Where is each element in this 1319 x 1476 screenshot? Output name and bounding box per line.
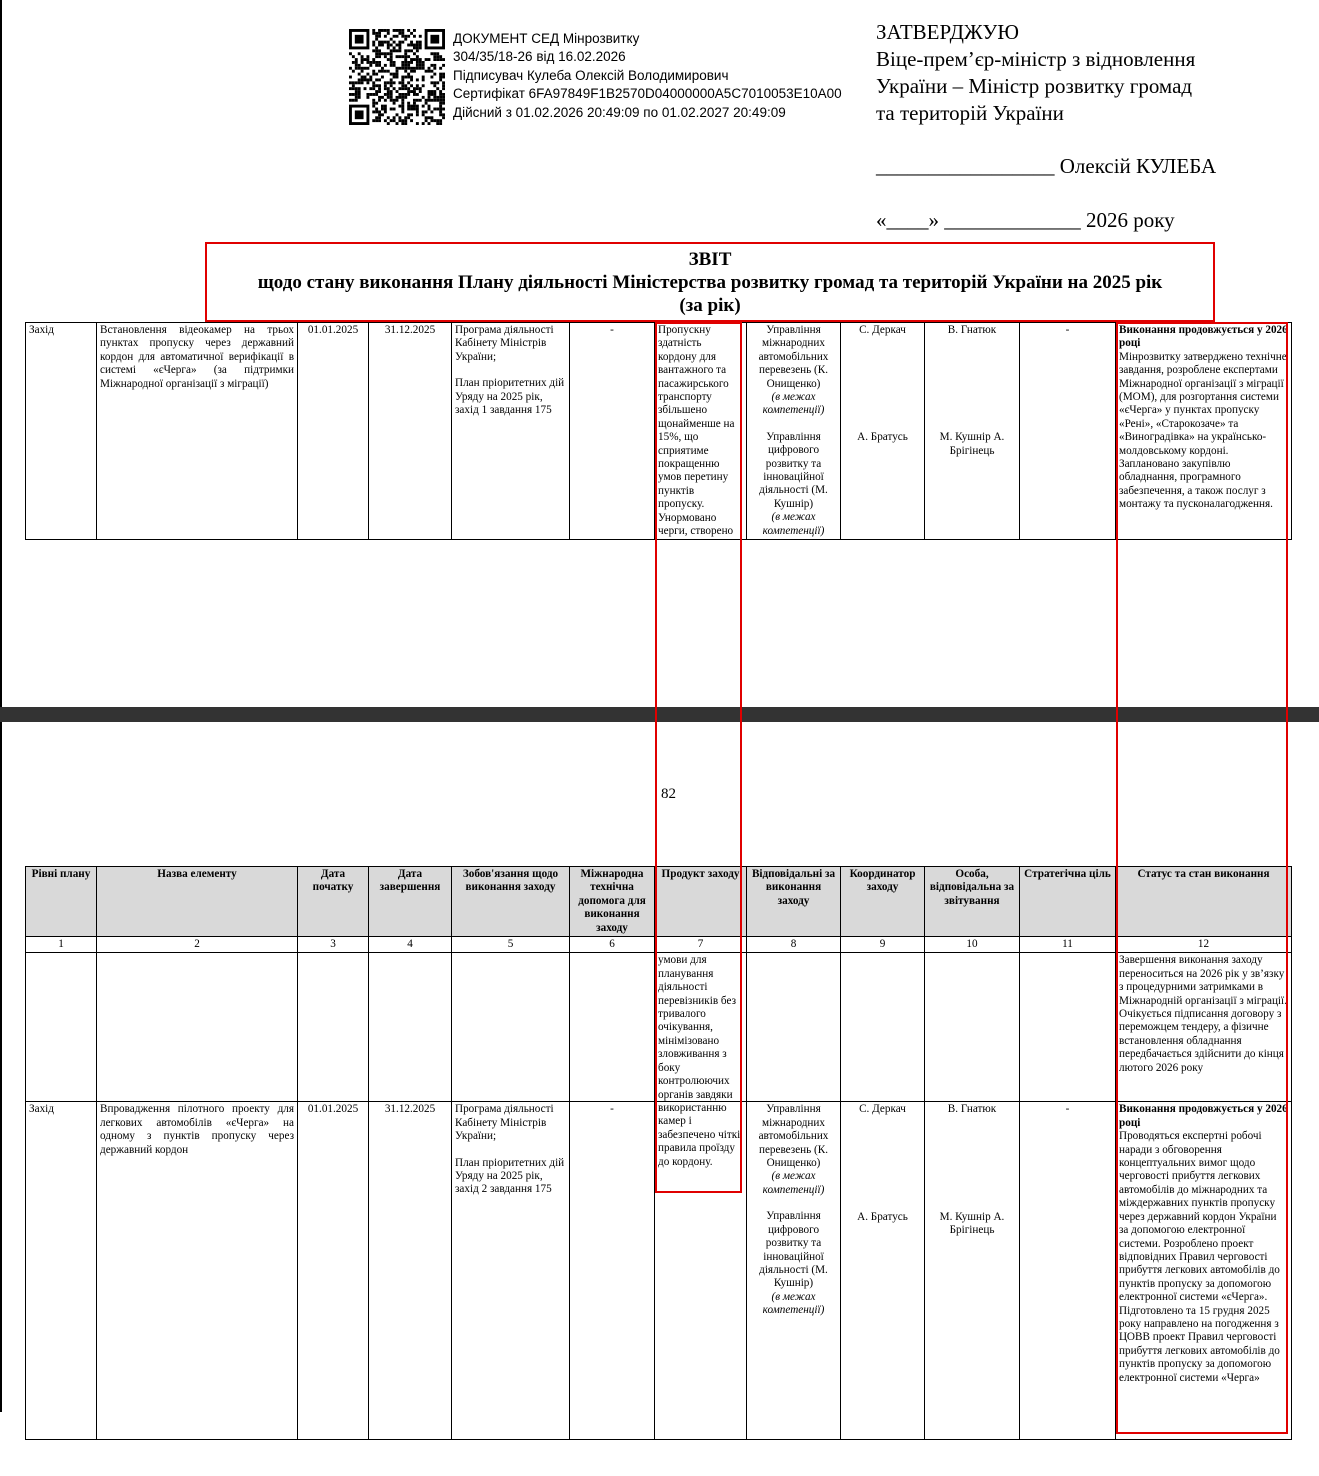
cell-goal: - xyxy=(1020,1102,1116,1440)
cell-level xyxy=(26,953,97,1102)
responsible-1-note: (в межах компетенції) xyxy=(762,1170,825,1196)
cell-responsible xyxy=(747,953,841,1102)
status-text: Мінрозвитку затверджено технічне завдання, розроблене експертами Міжнародної організації з міграції (МОМ), для розгортання системи «єЧерга» у пунктах пропуску «Рені», «Старокозаче» та «Виноградівка» на українсько-молдовському кордоні. Заплановано закупівлю обладнання, програмного забезпечення, а також послуг з монтажу та пусконалагодження. xyxy=(1119,350,1287,511)
cell-end: 31.12.2025 xyxy=(369,323,452,540)
reporter-1: В. Гнатюк xyxy=(947,1103,997,1116)
approval-signature: _________________ Олексій КУЛЕБА xyxy=(876,154,1217,178)
table-row xyxy=(26,953,1292,1102)
header-cell: Продукт заходу xyxy=(655,867,747,937)
reporter-2: М. Кушнір А. Брігінець xyxy=(939,1210,1005,1237)
page-edge-top xyxy=(0,0,2,707)
approval-position-2: України – Міністр розвитку громад xyxy=(876,74,1193,98)
reporter-1: В. Гнатюк xyxy=(947,324,997,336)
column-number: 12 xyxy=(1116,937,1292,953)
cell-commitment xyxy=(452,953,570,1102)
cell-reporter xyxy=(925,953,1020,1102)
page-edge-bottom xyxy=(0,722,2,1412)
status-wrap xyxy=(1119,1103,1288,1437)
cell-product xyxy=(655,323,747,540)
stamp-line-5: Дійсний з 01.02.2026 20:49:09 по 01.02.2027 20:49:09 xyxy=(453,105,786,120)
coordinator-1: С. Деркач xyxy=(859,324,906,336)
column-number: 4 xyxy=(369,937,452,953)
cell-goal: - xyxy=(1020,323,1116,540)
cell-start: 01.01.2025 xyxy=(298,323,369,540)
table-header-row xyxy=(26,867,1292,937)
cell-coordinator xyxy=(841,1102,925,1440)
page-separator xyxy=(0,707,1319,722)
header-cell: Особа, відповідальна за звітування xyxy=(925,867,1020,937)
commitment-a: Програма діяльності Кабінету Міністрів України; xyxy=(455,324,554,363)
approval-position-1: Віце-прем’єр-міністр з відновлення xyxy=(876,47,1196,71)
responsible-1: Управління міжнародних автомобільних перевезень (К. Онищенко) xyxy=(758,1103,829,1170)
cell-name: Впровадження пілотного проекту для легкових автомобілів «єЧерга» на одному з пунктів пропуску через державний кордон xyxy=(97,1102,298,1440)
reporter-2: М. Кушнір А. Брігінець xyxy=(939,431,1005,457)
header-cell: Стратегічна ціль xyxy=(1020,867,1116,937)
approval-date: «____» _____________ 2026 року xyxy=(876,208,1175,232)
stamp-line-3: Підписувач Кулеба Олексій Володимирович xyxy=(453,68,729,83)
responsible-2: Управління цифрового розвитку та інноваційної діяльності (М. Кушнір) xyxy=(759,1210,828,1290)
cell-aid: - xyxy=(570,323,655,540)
column-number: 7 xyxy=(655,937,747,953)
title-line-1: ЗВІТ xyxy=(688,249,732,270)
cell-goal xyxy=(1020,953,1116,1102)
cell-status xyxy=(1116,323,1292,540)
cell-product xyxy=(655,953,747,1168)
header-cell: Зобов'язання щодо виконання заходу xyxy=(452,867,570,937)
cell-commitment xyxy=(452,323,570,540)
status-text: Проводяться експертні робочі наради з обговорення концептуальних вимог щодо черговості прибуття легкових автомобілів до міжнародних та міждержавних пунктів пропуску через державний кордон України за допомогою електронної системи. Розроблено проект відповідних Правил черговості прибуття легкових автомобілів до пунктів пропуску за допомогою електронної системи «єЧерга». Підготовлено та 15 грудня 2025 року направлено на погодження з ЦОВВ проект Правил черговості прибуття легкових автомобілів до пунктів пропуску за допомогою електронної системи «Черга» xyxy=(1119,1130,1280,1384)
header-cell: Міжнародна технічна допомога для виконання заходу xyxy=(570,867,655,937)
column-number: 6 xyxy=(570,937,655,953)
column-number: 5 xyxy=(452,937,570,953)
header-cell: Дата початку xyxy=(298,867,369,937)
product-text: Пропускну здатність кордону для вантажного та пасажирського транспорту збільшено щонайменше на 15%, що сприятиме покращенню умов перетину пунктів пропуску. Унормовано черги, створено xyxy=(658,324,735,538)
cell-start xyxy=(298,953,369,1102)
column-number: 11 xyxy=(1020,937,1116,953)
cell-name xyxy=(97,953,298,1102)
responsible-2-note: (в межах компетенції) xyxy=(762,511,825,537)
header-cell: Дата завершення xyxy=(369,867,452,937)
cell-end xyxy=(369,953,452,1102)
header-cell: Відповідальні за виконання заходу xyxy=(747,867,841,937)
cell-coordinator xyxy=(841,323,925,540)
column-number: 3 xyxy=(298,937,369,953)
responsible-1: Управління міжнародних автомобільних перевезень (К. Онищенко) xyxy=(758,324,829,390)
cell-aid xyxy=(570,953,655,1102)
cell-responsible xyxy=(747,1102,841,1440)
cell-status: Завершення виконання заходу переноситься на 2026 рік у зв’язку з процедурними затримками в Міжнародній організації з міграції. Очікується підписання договору з переможцем тендеру, а фізичне встановлення обладнання передбачається здійснити до кінця лютого 2026 року xyxy=(1116,953,1292,1102)
cell-reporter xyxy=(925,323,1020,540)
commitment-a: Програма діяльності Кабінету Міністрів України; xyxy=(455,1103,554,1143)
stamp-line-2: 304/35/18-26 від 16.02.2026 xyxy=(453,49,626,64)
coordinator-2: А. Братусь xyxy=(857,1210,908,1223)
product-text-continued: умови для планування діяльності перевізників без тривалого очікування, мінімізовано зловживання з боку контролюючих органів завдяки використанню камер і забезпечено чіткі правила проїзду до кордону. xyxy=(658,954,741,1168)
header-cell: Рівні плану xyxy=(26,867,97,937)
coordinator-2: А. Братусь xyxy=(857,431,908,444)
header-cell: Координатор заходу xyxy=(841,867,925,937)
responsible-2-note: (в межах компетенції) xyxy=(762,1290,825,1317)
approval-position-3: та територій України xyxy=(876,101,1064,125)
column-number-row xyxy=(26,937,1292,953)
title-line-3: (за рік) xyxy=(679,295,741,316)
header-cell: Статус та стан виконання xyxy=(1116,867,1292,937)
cell-start: 01.01.2025 xyxy=(298,1102,369,1440)
plan-table-bottom xyxy=(25,866,1292,1440)
table-row xyxy=(26,323,1292,540)
cell-responsible xyxy=(747,323,841,540)
column-number: 1 xyxy=(26,937,97,953)
cell-reporter xyxy=(925,1102,1020,1440)
cell-commitment xyxy=(452,1102,570,1440)
title-line-2: щодо стану виконання Плану діяльності Міністерства розвитку громад та територій України на 2025 рік xyxy=(257,272,1163,293)
column-number: 8 xyxy=(747,937,841,953)
column-number: 10 xyxy=(925,937,1020,953)
commitment-b: План пріоритетних дій Уряду на 2025 рік, захід 1 завдання 175 xyxy=(455,377,565,417)
approval-heading: ЗАТВЕРДЖУЮ xyxy=(876,20,1019,44)
status-title: Виконання продовжується у 2026 році xyxy=(1119,324,1288,350)
cell-status xyxy=(1116,1102,1292,1440)
commitment-b: План пріоритетних дій Уряду на 2025 рік, захід 2 завдання 175 xyxy=(455,1156,565,1196)
stamp-line-4: Сертифікат 6FA97849F1B2570D04000000A5C7010053E10A00 xyxy=(453,86,842,101)
column-number: 2 xyxy=(97,937,298,953)
cell-aid: - xyxy=(570,1102,655,1440)
responsible-1-note: (в межах компетенції) xyxy=(762,391,825,417)
cell-level: Захід xyxy=(26,1102,97,1440)
status-title: Виконання продовжується у 2026 році xyxy=(1119,1103,1288,1129)
header-cell: Назва елементу xyxy=(97,867,298,937)
page-number: 82 xyxy=(661,786,676,802)
coordinator-1: С. Деркач xyxy=(859,1103,906,1116)
qr-code-icon xyxy=(349,29,445,125)
cell-end: 31.12.2025 xyxy=(369,1102,452,1440)
cell-name: Встановлення відеокамер на трьох пунктах пропуску через державний кордон для автоматичної верифікації в системі «єЧерга» (за підтримки Міжнародної організації з міграції) xyxy=(97,323,298,540)
responsible-2: Управління цифрового розвитку та інноваційної діяльності (М. Кушнір) xyxy=(759,430,828,510)
cell-level: Захід xyxy=(26,323,97,540)
column-number: 9 xyxy=(841,937,925,953)
plan-table-top xyxy=(25,322,1292,540)
cell-coordinator xyxy=(841,953,925,1102)
stamp-line-1: ДОКУМЕНТ СЕД Мінрозвитку xyxy=(453,31,640,46)
